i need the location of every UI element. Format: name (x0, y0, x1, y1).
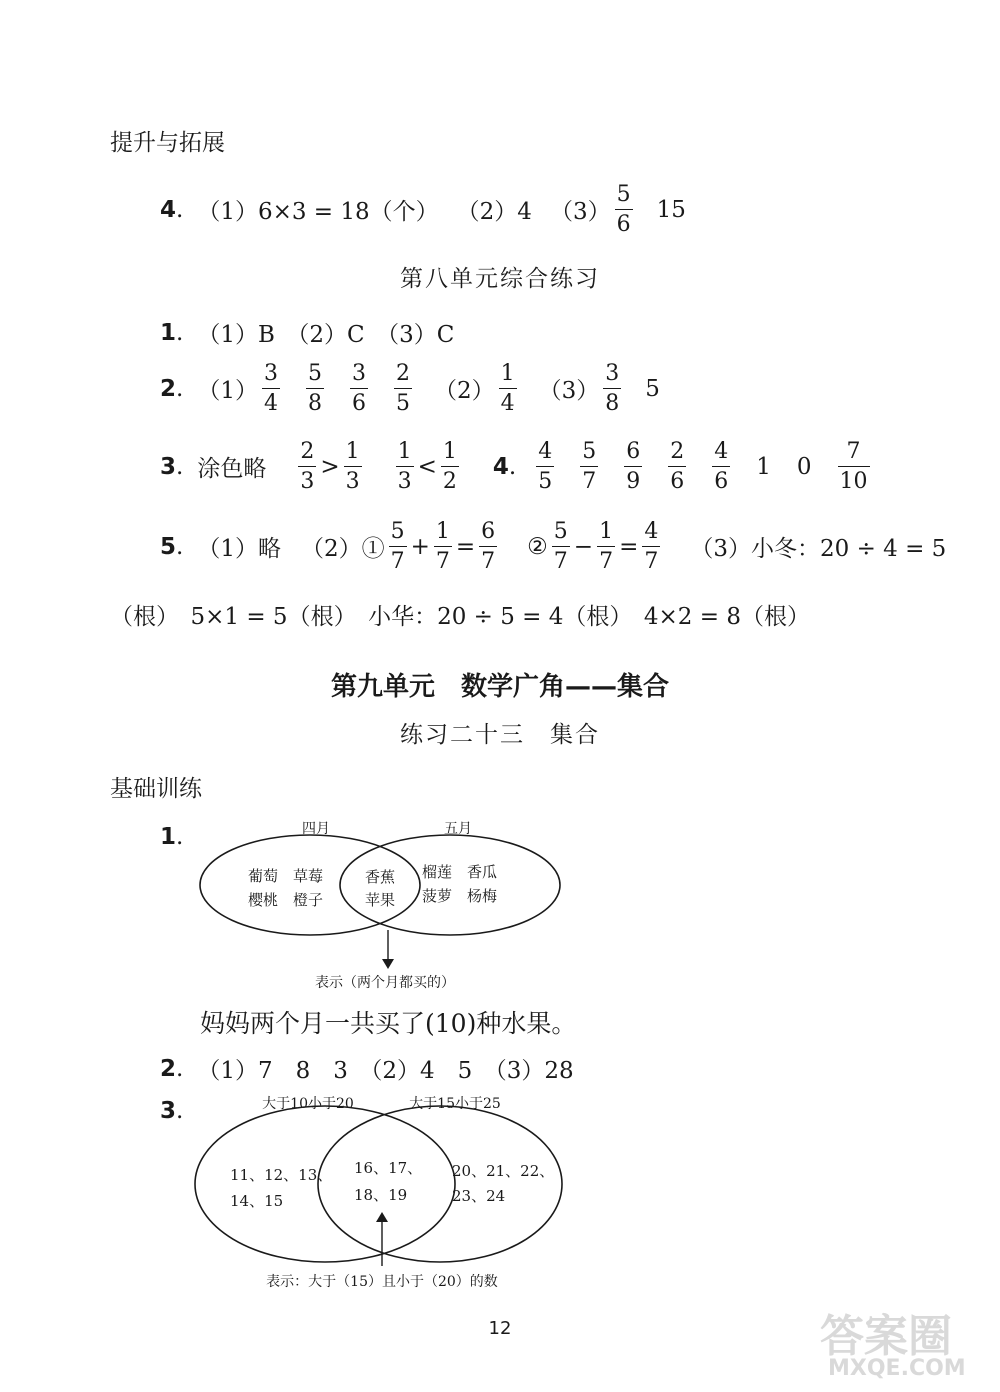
u8-q5-operator: − (573, 533, 594, 560)
u8-q3-frac: $\frac{1}{2}$ (442, 439, 457, 495)
venn-left-item: 11、12、13、 (230, 1166, 333, 1184)
page-number: 12 (488, 1318, 512, 1339)
u8-q3-operator: < (417, 453, 437, 480)
u8-q5-part1: （1）略 (197, 536, 281, 563)
venn-left-label: 四月 (302, 821, 330, 837)
u8-q5-equals: = (619, 533, 639, 560)
venn-middle-item: 16、17、 (354, 1159, 423, 1177)
u8-q5-part3: （3）小冬：20 ÷ 4 = 5 (690, 536, 947, 563)
u8-q5-operator: + (410, 533, 430, 560)
u8-q5-frac: $\frac{1}{7}$ (599, 519, 614, 575)
u8-q5-frac: $\frac{1}{7}$ (435, 519, 450, 575)
b1-answer-text: 妈妈两个月一共买了(10)种水果。 (200, 1009, 577, 1038)
venn-left-label: 大于10小于20 (262, 1096, 354, 1112)
u8-q5-frac: $\frac{5}{7}$ (390, 519, 405, 575)
venn-note: 表示：大于（15）且小于（20）的数 (266, 1274, 498, 1290)
u8-q4-number: 4 (492, 453, 509, 480)
u8-q2-frac: $\frac{3}{4}$ (263, 361, 278, 417)
u8-q4-frac: $\frac{2}{6}$ (670, 439, 685, 495)
q4-line (160, 183, 686, 236)
u8-q3-number: 3 (160, 453, 177, 480)
u8-q2-tail: 5 (645, 375, 660, 402)
venn-arrow-head (376, 1212, 388, 1222)
venn-middle-item: 苹果 (364, 891, 396, 909)
unit8-title: 第八单元综合练习 (400, 266, 600, 292)
venn-right-item: 榴莲 香瓜 (422, 863, 498, 881)
venn-right-ellipse (318, 1106, 562, 1262)
section-heading-basic: 基础训练 (110, 776, 202, 802)
venn-right-item: 23、24 (452, 1187, 506, 1205)
u8-q3-q4-line: 3 . 涂色略 $\frac{2}{3}$ > $\frac{1}{3}$ $\frac{1}{3}$ < $\frac{1}{2}$ 4 . $\frac{4}{5}$ $\frac{5}{7}$ $\frac{6}{9}$ $\frac{2}{6}$ $\frac{4}{6}$ 1 0 $\frac{7}{10}$ (160, 439, 868, 495)
venn-middle-item: 香蕉 (364, 868, 396, 886)
u8-q5-circle2: ② (527, 533, 548, 560)
q4-part1: （1）6×3 = 18（个） (197, 199, 439, 226)
u8-q2-frac: $\frac{3}{8}$ (605, 361, 620, 417)
u8-q4-frac: $\frac{7}{10}$ (839, 439, 868, 495)
u8-q2-part3: （3） (538, 378, 600, 405)
u8-q2-frac: $\frac{5}{8}$ (307, 361, 322, 417)
u8-q5-frac: $\frac{4}{7}$ (644, 519, 659, 575)
u8-q4-frac: $\frac{4}{5}$ (538, 439, 553, 495)
venn-arrow-head (382, 959, 394, 969)
venn-diagram-fruits (190, 815, 570, 995)
u8-q5-equals: = (455, 533, 476, 560)
q4-fraction: $\frac{5}{6}$ (616, 182, 631, 238)
b3-number: 3 (160, 1098, 177, 1124)
u8-q4-frac: $\frac{4}{6}$ (714, 439, 729, 495)
u8-q4-frac: $\frac{5}{7}$ (582, 439, 597, 495)
q4-tail: 15 (656, 196, 686, 223)
u8-q5-frac: $\frac{6}{7}$ (481, 519, 496, 575)
b1-number: 1 (160, 824, 177, 850)
u8-q4-value: 1 (756, 453, 771, 480)
u8-q2-line: 2 . （1） $\frac{3}{4}$ $\frac{5}{8}$ $\frac{3}{6}$ $\frac{2}{5}$ （2） $\frac{1}{4}$ （3） $\frac{3}{8}$ 5 (160, 361, 660, 417)
b3-line: 3 . (160, 1098, 184, 1124)
q4-dot: . (176, 196, 184, 223)
venn-diagram-numbers (190, 1088, 570, 1298)
exercise23-title: 练习二十三 集合 (400, 722, 600, 748)
venn-right-item: 菠萝 杨梅 (422, 887, 498, 905)
u8-q3-frac: $\frac{1}{3}$ (397, 439, 412, 495)
u8-q5-number: 5 (160, 533, 177, 560)
venn-left-item: 樱桃 橙子 (248, 891, 324, 909)
u8-q5-line: 5 . （1）略 （2）① $\frac{5}{7}$ + $\frac{1}{7}$ = $\frac{6}{7}$ ② $\frac{5}{7}$ − $\frac{1}{7}$ = $\frac{4}{7}$ （3）小冬：20 ÷ 4 = 5 (160, 519, 947, 575)
watermark-url: MXQE.COM (828, 1356, 966, 1381)
u8-q2-frac: $\frac{2}{5}$ (395, 361, 410, 417)
b1-line: 1 . (160, 824, 184, 850)
u8-q3-frac: $\frac{1}{3}$ (345, 439, 360, 495)
u8-q1-number: 1 (160, 319, 177, 346)
section-heading-promote: 提升与拓展 (110, 130, 225, 156)
u8-q4-frac: $\frac{6}{9}$ (626, 439, 641, 495)
venn-middle-item: 18、19 (354, 1186, 408, 1204)
b1-answer (200, 1004, 576, 1040)
venn-left-item: 葡萄 草莓 (248, 867, 324, 885)
venn-right-label: 五月 (444, 821, 472, 837)
q4-part2: （2）4 (456, 199, 532, 226)
u8-q5-part2: （2）① (300, 536, 385, 563)
u8-q2-part1: （1） (197, 378, 258, 405)
u8-q2-number: 2 (160, 375, 177, 402)
u8-q5-frac: $\frac{5}{7}$ (553, 519, 568, 575)
u8-q3-text: 涂色略 (197, 456, 267, 483)
u8-q3-frac: $\frac{2}{3}$ (300, 439, 315, 495)
u8-q3-operator: > (320, 453, 340, 480)
venn-note: 表示（两个月都买的） (315, 975, 455, 991)
b2-number: 2 (160, 1055, 177, 1082)
u8-q4-value: 0 (796, 453, 812, 480)
u8-q1-line: 1 . （1）B （2）C （3）C (160, 316, 454, 349)
q4-number: 4 (160, 196, 177, 223)
venn-left-ellipse (195, 1106, 455, 1262)
venn-left-item: 14、15 (230, 1192, 284, 1210)
venn-right-item: 20、21、22、 (452, 1162, 555, 1180)
u8-q1-text: （1）B （2）C （3）C (197, 322, 455, 348)
unit9-title: 第九单元 数学广角——集合 (330, 672, 669, 702)
b2-text: （1）7 8 3 （2）4 5 （3）28 (197, 1058, 574, 1084)
u8-q2-frac: $\frac{3}{6}$ (351, 361, 366, 417)
u8-q5-continuation-text: （根） 5×1 = 5（根） 小华：20 ÷ 5 = 4（根） 4×2 = 8（根） (110, 604, 810, 630)
u8-q2-part2: （2） (433, 378, 495, 405)
u8-q5-continuation (110, 598, 810, 631)
b2-line: 2 . （1）7 8 3 （2）4 5 （3）28 (160, 1052, 574, 1085)
q4-part3: （3） (549, 199, 611, 226)
watermark-logo: 答案圈 (820, 1311, 952, 1362)
u8-q2-frac: $\frac{1}{4}$ (500, 361, 515, 417)
venn-right-label: 大于15小于25 (409, 1096, 501, 1112)
